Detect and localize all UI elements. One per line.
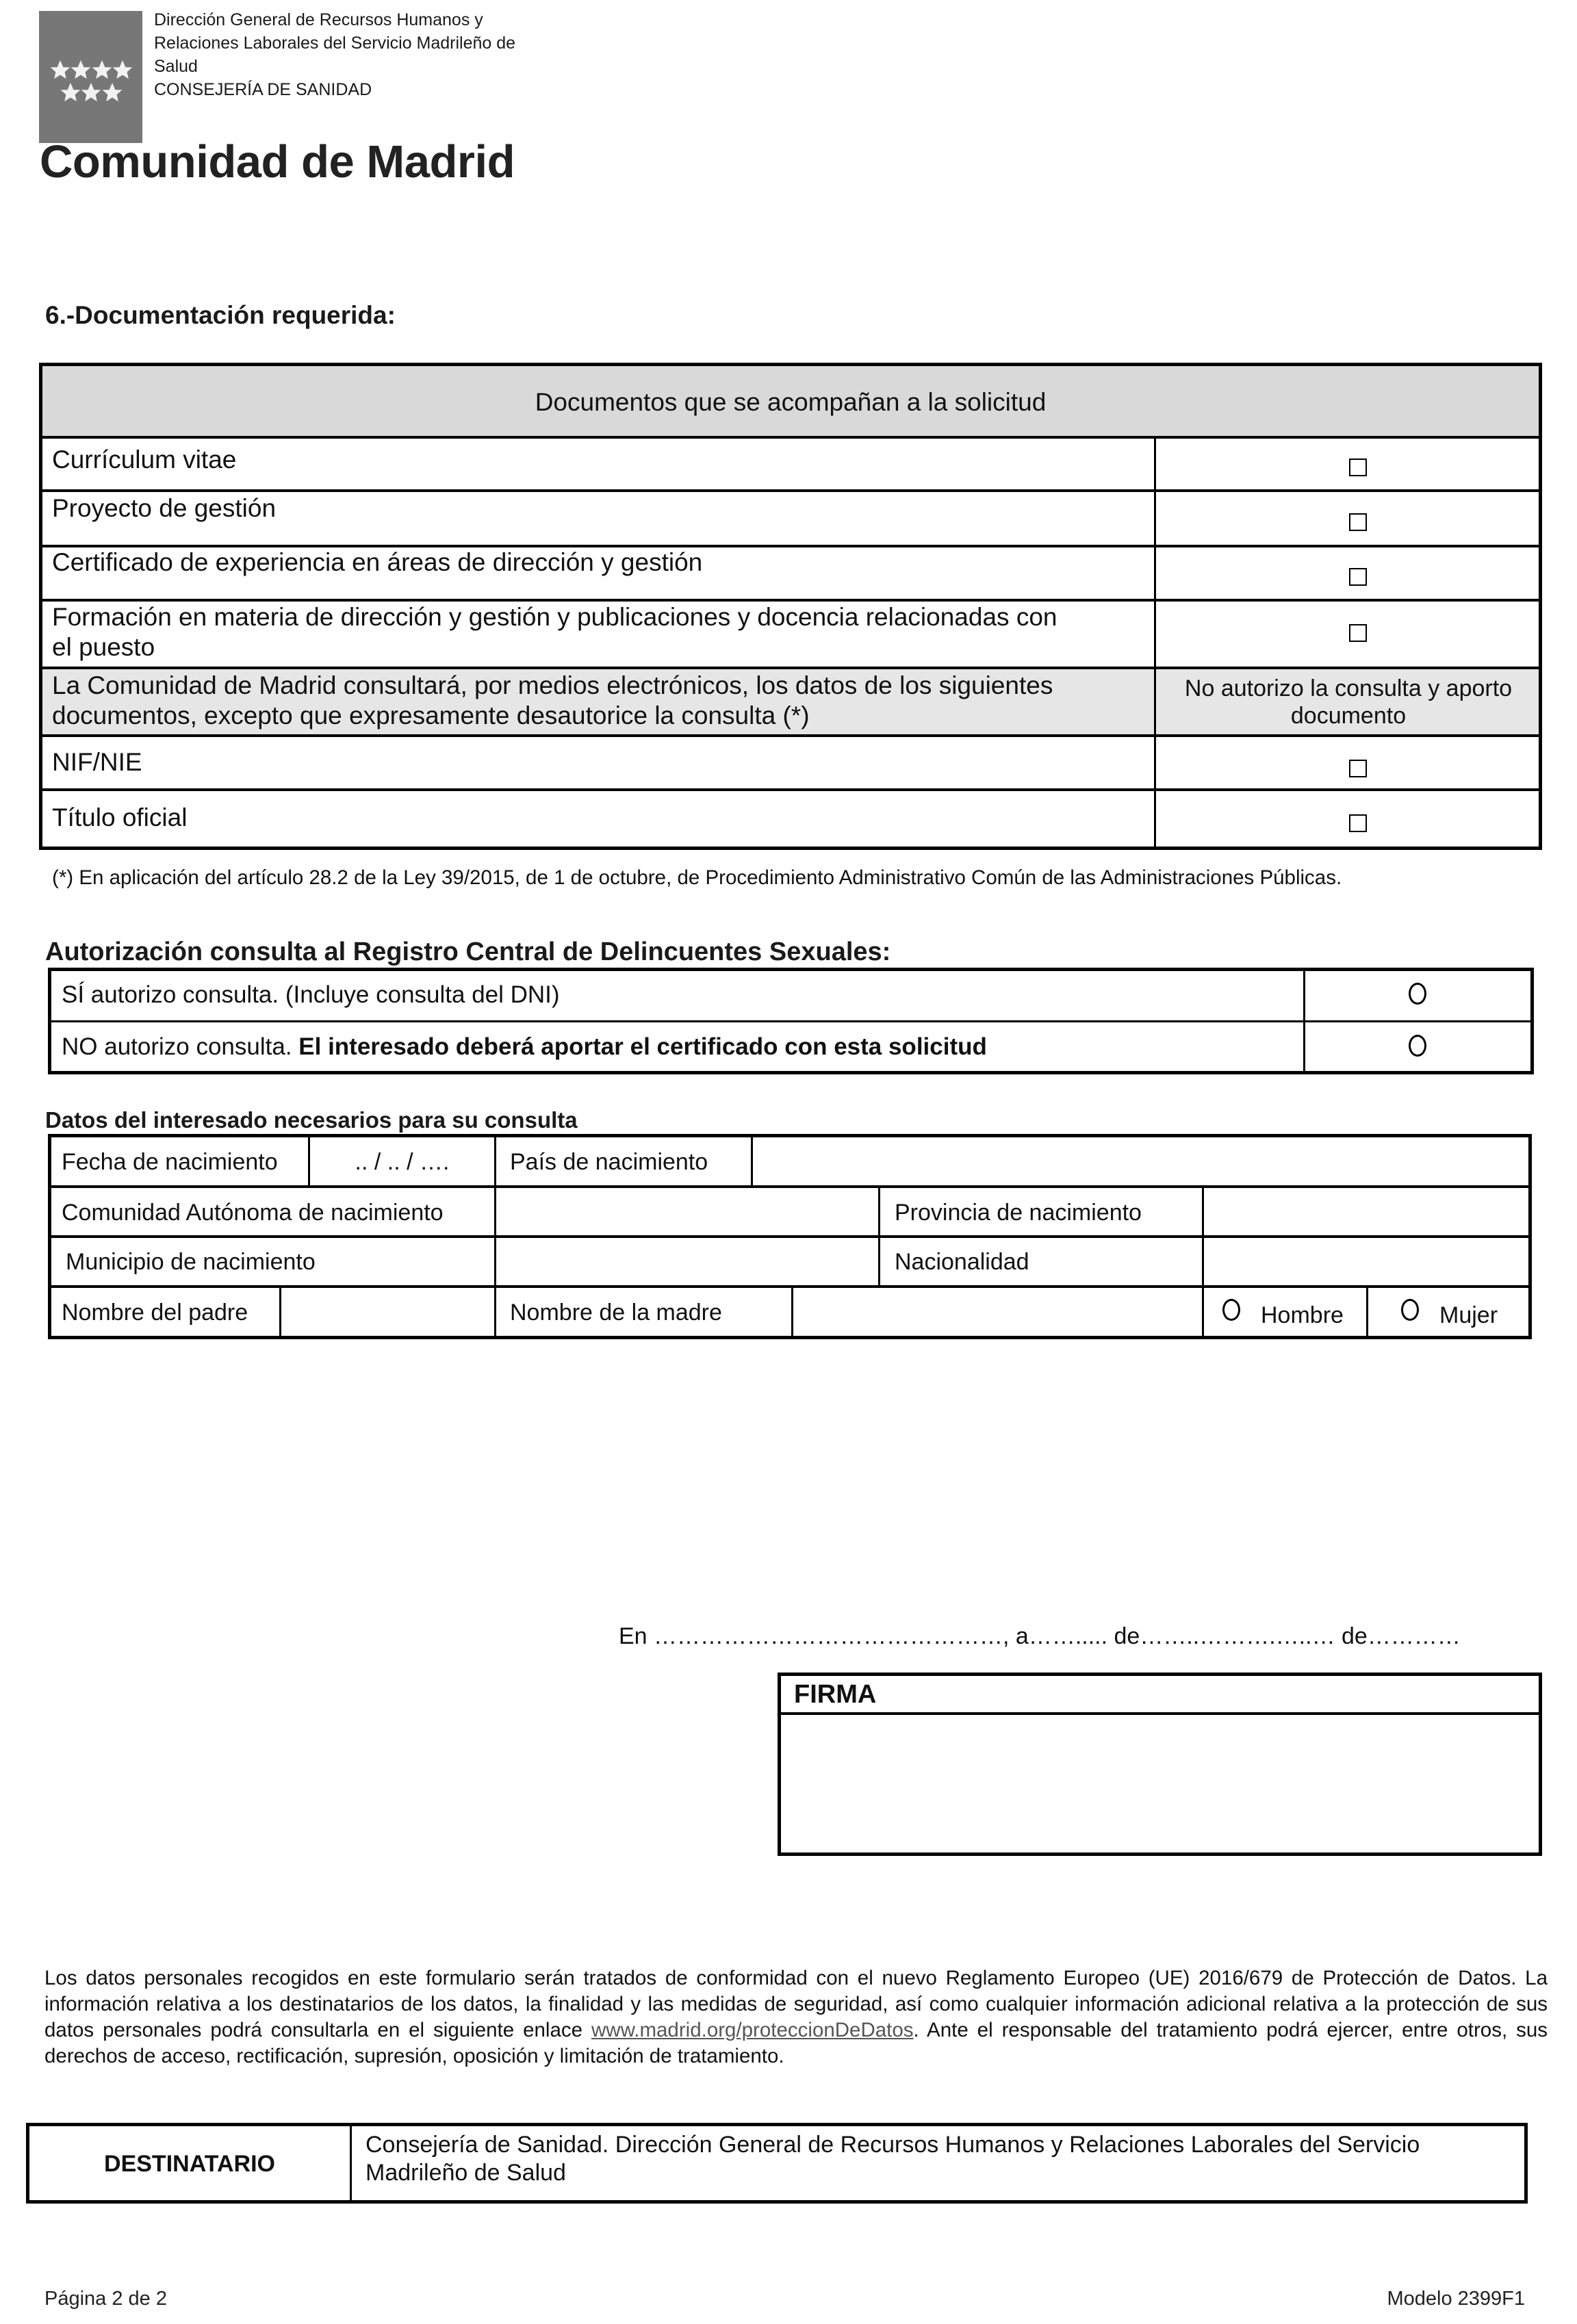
column-divider	[279, 1287, 281, 1336]
doc-label-proyecto: Proyecto de gestión	[52, 494, 277, 522]
brand-title: Comunidad de Madrid	[40, 136, 515, 188]
municipio-nacimiento-label: Municipio de nacimiento	[66, 1249, 316, 1275]
divider	[39, 788, 1542, 791]
legal-text-1: Los datos personales recogidos en este formulario serán tratados de conformidad con el nuevo Reglamento Europeo (UE) 2016/679 de Protección de Datos. La información relativa a los destinatarios de los datos, la finalidad y las medidas de seguridad, así como cualquier información adicional relativa a la protección de sus datos personales podrá consultarla en el siguiente enlace	[44, 1967, 1548, 2041]
registry-option-yes-label: SÍ autorizo consulta. (Incluye consulta del DNI)	[62, 981, 560, 1008]
org-line-1: Dirección General de Recursos Humanos y	[154, 10, 483, 29]
divider	[39, 489, 1542, 492]
column-divider	[350, 2126, 352, 2200]
provincia-nacimiento-field[interactable]	[1205, 1189, 1528, 1235]
column-divider	[791, 1287, 793, 1336]
registry-option-no-note: El interesado deberá aportar el certificado con esta solicitud	[298, 1033, 987, 1060]
doc-label-certificado: Certificado de experiencia en áreas de dirección y gestión	[52, 548, 703, 576]
divider	[39, 599, 1542, 602]
place-date-line[interactable]: En ………………………………………, a……..... de……..……….…..… de…………	[619, 1623, 1461, 1649]
sex-hombre-label: Hombre	[1261, 1302, 1344, 1328]
municipio-nacimiento-field[interactable]	[497, 1239, 877, 1284]
sex-hombre-radio[interactable]	[1222, 1299, 1240, 1321]
legal-text-2: . Ante el responsable del tratamiento podrá ejercer, entre otros, sus derechos de acceso, rectificación, supresión, oposición y limitación de tratamiento.	[44, 2019, 1548, 2067]
sex-mujer-label: Mujer	[1439, 1302, 1498, 1328]
nombre-padre-label: Nombre del padre	[62, 1300, 248, 1326]
firma-label: FIRMA	[794, 1680, 877, 1709]
pais-nacimiento-label: País de nacimiento	[510, 1149, 708, 1175]
ccaa-nacimiento-field[interactable]	[497, 1189, 877, 1235]
org-line-4: CONSEJERÍA DE SANIDAD	[154, 80, 372, 99]
doc-checkbox-formacion[interactable]	[1349, 624, 1367, 642]
registry-title: Autorización consulta al Registro Central de Delincuentes Sexuales:	[45, 938, 891, 966]
divider	[39, 436, 1542, 439]
nombre-madre-label: Nombre de la madre	[510, 1300, 722, 1326]
registry-option-no-label	[62, 1032, 987, 1062]
madrid-seven-stars-icon	[49, 59, 134, 107]
column-divider	[494, 1137, 496, 1336]
nombre-padre-field[interactable]	[282, 1289, 493, 1335]
sex-mujer-radio[interactable]	[1401, 1299, 1419, 1321]
consult-notice-right-label: No autorizo la consulta y aporto documento	[1184, 675, 1513, 729]
divider	[39, 734, 1542, 737]
doc-label-curriculum: Currículum vitae	[52, 446, 237, 474]
fecha-nacimiento-label: Fecha de nacimiento	[62, 1149, 278, 1175]
column-divider	[1303, 970, 1305, 1072]
doc-label-nif: NIF/NIE	[52, 748, 142, 776]
nombre-madre-field[interactable]	[794, 1289, 1201, 1335]
column-divider	[878, 1187, 880, 1287]
column-divider	[1154, 437, 1156, 847]
doc-checkbox-curriculum[interactable]	[1349, 459, 1367, 476]
divider	[39, 667, 1542, 669]
column-divider	[751, 1137, 753, 1186]
recipient-label: DESTINATARIO	[104, 2151, 275, 2177]
ccaa-nacimiento-label: Comunidad Autónoma de nacimiento	[62, 1200, 444, 1226]
divider	[48, 1285, 1532, 1288]
footnote: (*) En aplicación del artículo 28.2 de la Ley 39/2015, de 1 de octubre, de Procedimiento Administrativo Común de las Administraciones Públicas.	[52, 866, 1342, 889]
data-protection-link[interactable]: www.madrid.org/proteccionDeDatos	[591, 2019, 914, 2041]
divider	[48, 1185, 1532, 1188]
column-divider	[1366, 1287, 1368, 1336]
documents-table-header: Documentos que se acompañan a la solicitud	[535, 388, 1047, 416]
nacionalidad-label: Nacionalidad	[895, 1249, 1029, 1275]
section-6-title: 6.-Documentación requerida:	[45, 301, 396, 329]
registry-option-no-text: NO autorizo consulta.	[62, 1033, 299, 1060]
registry-option-yes-radio[interactable]	[1409, 983, 1426, 1005]
divider	[48, 1235, 1532, 1238]
comunidad-madrid-logo	[39, 11, 142, 143]
doc-checkbox-nif[interactable]	[1349, 760, 1367, 777]
divider	[778, 1712, 1542, 1715]
signature-area[interactable]	[781, 1716, 1539, 1852]
doc-label-formacion: Formación en materia de dirección y gestión y publicaciones y docencia relacionadas con el puesto	[52, 603, 1057, 661]
doc-label-titulo: Título oficial	[52, 803, 188, 831]
nacionalidad-field[interactable]	[1205, 1239, 1528, 1284]
page-number: Página 2 de 2	[44, 2288, 167, 2310]
doc-checkbox-proyecto[interactable]	[1349, 513, 1367, 531]
person-data-title: Datos del interesado necesarios para su consulta	[45, 1107, 578, 1133]
data-protection-notice	[44, 1965, 1548, 2069]
model-number: Modelo 2399F1	[1387, 2288, 1525, 2310]
recipient-value: Consejería de Sanidad. Dirección General de Recursos Humanos y Relaciones Laborales del Servicio Madrileño de Salud	[366, 2132, 1420, 2186]
doc-checkbox-certificado[interactable]	[1349, 568, 1367, 586]
consult-notice-text: La Comunidad de Madrid consultará, por medios electrónicos, los datos de los siguientes documentos, excepto que expresamente desautorice la consulta (*)	[52, 671, 1053, 730]
org-line-2: Relaciones Laborales del Servicio Madrileño de	[154, 34, 516, 53]
fecha-nacimiento-field[interactable]: .. / .. / ….	[355, 1149, 450, 1175]
pais-nacimiento-field[interactable]	[754, 1139, 1528, 1185]
provincia-nacimiento-label: Provincia de nacimiento	[895, 1200, 1142, 1226]
doc-checkbox-titulo[interactable]	[1349, 814, 1367, 832]
divider	[48, 1020, 1534, 1022]
column-divider	[1202, 1187, 1204, 1336]
registry-option-no-radio[interactable]	[1409, 1035, 1426, 1057]
org-line-3: Salud	[154, 57, 198, 76]
